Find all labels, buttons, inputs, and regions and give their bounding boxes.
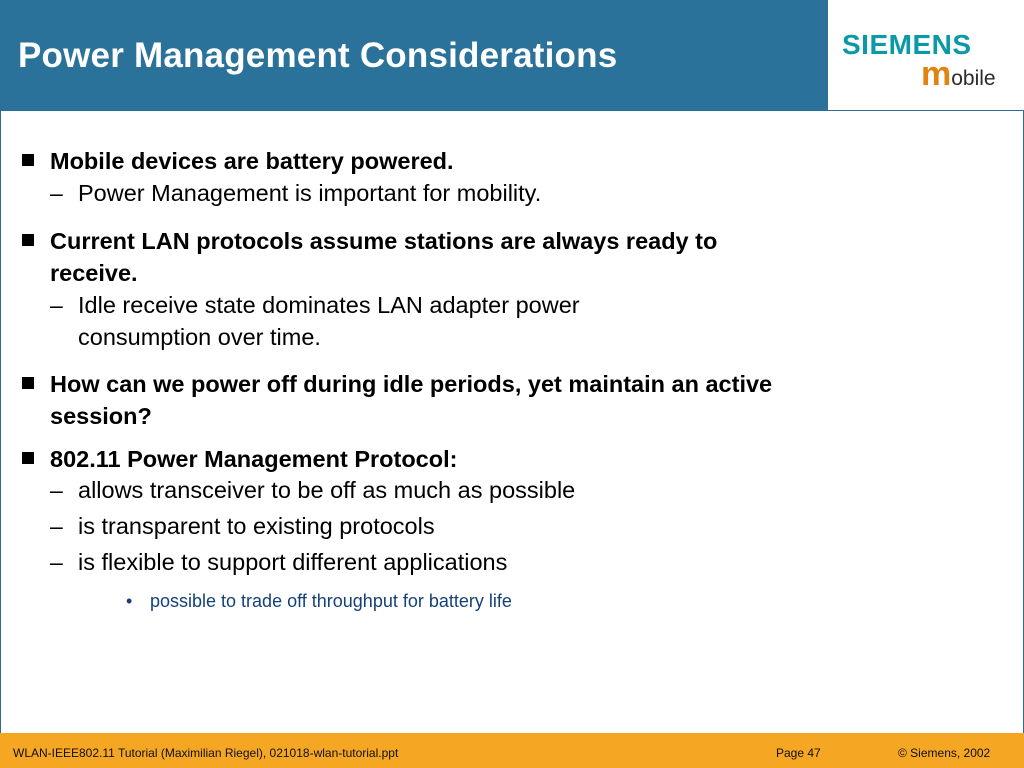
bullet-text: Current LAN protocols assume stations are always ready to receive. [50,228,718,286]
sub-bullet-text: allows transceiver to be off as much as possible [78,477,576,503]
sub-bullet-text: is flexible to support different applications [78,549,508,575]
bullet-text: How can we power off during idle periods, yet maintain an active session? [50,371,773,429]
dash-bullet-icon: – [50,549,63,575]
dash-bullet-icon: – [50,513,63,539]
dash-bullet-icon: – [50,180,63,206]
sub-bullet-text: Idle receive state dominates LAN adapter power consumption over time. [78,292,580,350]
footer-page-number: Page 47 [776,746,821,760]
square-bullet-icon [22,234,34,246]
footer-bar [0,733,1024,768]
title-bar [0,0,828,110]
square-bullet-icon [22,154,34,166]
sub-sub-bullet-text: possible to trade off throughput for battery life [150,591,512,611]
siemens-mobile-logo [828,0,1024,110]
mobile-wordmark [921,55,996,94]
footer-document-info: WLAN-IEEE802.11 Tutorial (Maximilian Riegel), 021018-wlan-tutorial.ppt [13,746,399,760]
dash-bullet-icon: – [50,292,63,318]
sub-bullet-text: Power Management is important for mobility. [78,180,542,206]
slide-title: Power Management Considerations [18,36,618,75]
bullet-text: 802.11 Power Management Protocol: [50,446,458,472]
footer-copyright: © Siemens, 2002 [898,746,991,760]
dot-bullet-icon: • [126,591,133,611]
square-bullet-icon [22,452,34,464]
mobile-rest: obile [951,67,996,90]
square-bullet-icon [22,377,34,389]
mobile-m-letter: m [921,55,952,93]
header-divider [0,110,1024,111]
dash-bullet-icon: – [50,477,63,503]
sub-bullet-text: is transparent to existing protocols [78,513,435,539]
siemens-wordmark: SIEMENS [842,29,972,60]
bullet-text: Mobile devices are battery powered. [50,148,454,174]
